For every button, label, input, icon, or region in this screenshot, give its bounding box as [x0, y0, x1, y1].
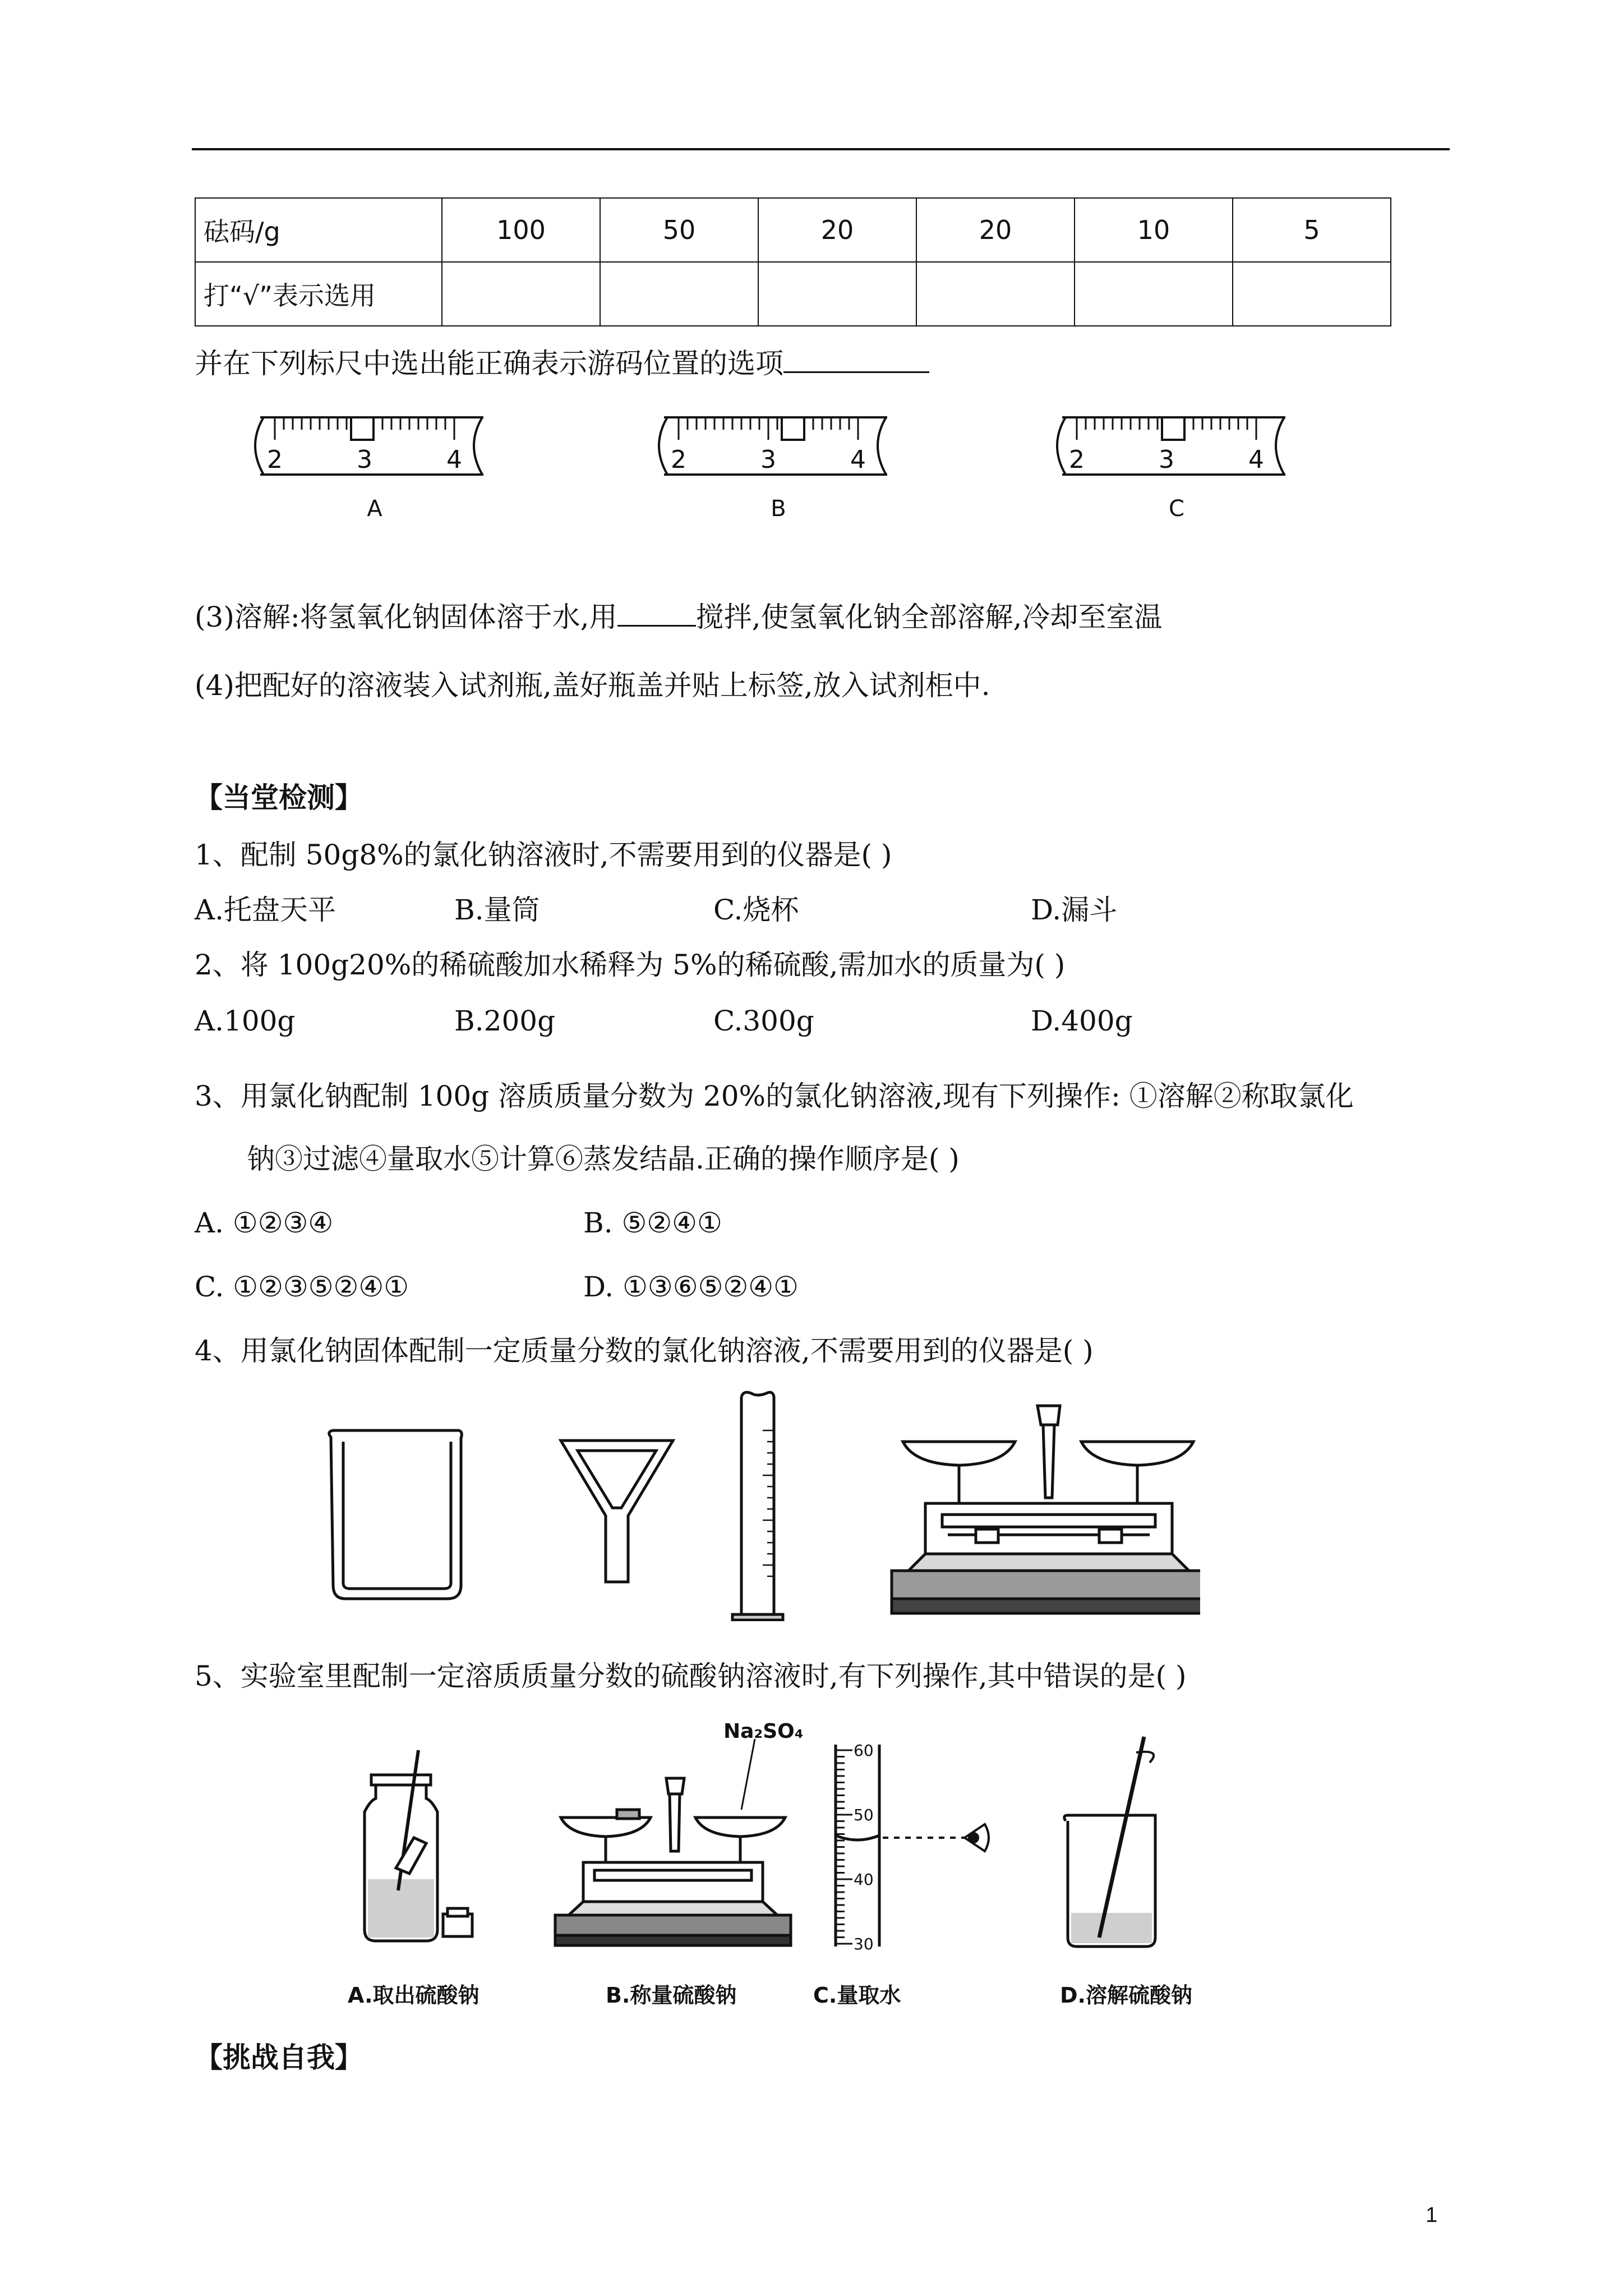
page-number: 1	[1426, 2203, 1438, 2227]
ruler-a	[255, 417, 483, 522]
step-4: (4)把配好的溶液装入试剂瓶,盖好瓶盖并贴上标签,放入试剂柜中.	[195, 669, 990, 702]
answer-cell[interactable]	[442, 262, 600, 326]
ruler-tick-label: 3	[760, 445, 776, 474]
cylinder-tick-label: 30	[854, 1935, 874, 1953]
step-3	[195, 600, 1162, 634]
ruler-tick-label: 2	[671, 445, 686, 474]
graduated-cylinder-icon	[732, 1392, 783, 1620]
question-3-line-2: 钠③过滤④量取水⑤计算⑥蒸发结晶.正确的操作顺序是( )	[247, 1143, 960, 1175]
caption-a: A.取出硫酸钠	[348, 1983, 479, 2008]
graduated-cylinder-icon	[836, 1745, 879, 1947]
balance-scale-icon	[892, 1406, 1200, 1613]
ruler-question-text: 并在下列标尺中选出能正确表示游码位置的选项	[195, 347, 783, 380]
cylinder-tick-label: 50	[854, 1806, 874, 1824]
q1-option-c[interactable]: C.烧杯	[713, 894, 799, 926]
ruler-tick-label: 4	[850, 445, 866, 474]
answer-cell[interactable]	[1233, 262, 1391, 326]
funnel-icon	[561, 1441, 673, 1582]
table-cell: 5	[1233, 198, 1391, 262]
answer-cell[interactable]	[916, 262, 1075, 326]
eye-icon	[883, 1824, 989, 1851]
balance-scale-icon	[555, 1739, 791, 1945]
section-heading-challenge: 【挑战自我】	[195, 2041, 363, 2074]
q2-option-d[interactable]: D.400g	[1031, 1005, 1133, 1037]
weights-table	[195, 197, 1391, 326]
q5-operations-figure	[314, 1705, 1256, 2008]
q1-option-b[interactable]: B.量筒	[454, 894, 540, 926]
ruler-tick-label: 3	[357, 445, 372, 474]
ruler-b	[659, 417, 887, 522]
question-5: 5、实验室里配制一定溶质质量分数的硫酸钠溶液时,有下列操作,其中错误的是( )	[195, 1660, 1187, 1692]
q2-option-b[interactable]: B.200g	[454, 1005, 556, 1037]
ruler-label: A	[367, 496, 382, 522]
beaker-icon	[329, 1430, 462, 1599]
ruler-tick-label: 4	[1248, 445, 1264, 474]
q3-option-d[interactable]: D. ①③⑥⑤②④①	[583, 1271, 799, 1303]
cylinder-tick-label: 60	[854, 1741, 874, 1760]
ruler-tick-label: 3	[1159, 445, 1174, 474]
header-rule	[192, 148, 1450, 150]
q2-option-a[interactable]: A.100g	[195, 1005, 296, 1037]
table-cell: 10	[1075, 198, 1233, 262]
caption-c: C.量取水	[813, 1983, 901, 2008]
ruler-c	[1057, 417, 1285, 522]
step-3-before: (3)溶解:将氢氧化钠固体溶于水,用	[195, 601, 617, 633]
q3-option-c[interactable]: C. ①②③⑤②④①	[195, 1271, 409, 1303]
beaker-stirring-icon	[1064, 1737, 1155, 1947]
question-1: 1、配制 50g8%的氯化钠溶液时,不需要用到的仪器是( )	[195, 839, 892, 871]
q3-option-a[interactable]: A. ①②③④	[195, 1207, 334, 1239]
table-row	[195, 262, 1391, 326]
answer-cell[interactable]	[1075, 262, 1233, 326]
q1-option-d[interactable]: D.漏斗	[1031, 894, 1118, 926]
ruler-tick-label: 4	[446, 445, 462, 474]
q4-instruments-figure	[314, 1386, 1200, 1621]
table-cell: 打“√”表示选用	[195, 262, 442, 326]
table-row	[195, 198, 1391, 262]
table-cell: 50	[600, 198, 758, 262]
reagent-bottle-icon	[365, 1750, 472, 1941]
answer-blank[interactable]	[617, 625, 696, 627]
ruler-tick-label: 2	[1069, 445, 1085, 474]
question-3-line-1: 3、用氯化钠配制 100g 溶质质量分数为 20%的氯化钠溶液,现有下列操作: ①溶解②称取氯化	[195, 1080, 1354, 1112]
table-cell: 砝码/g	[195, 198, 442, 262]
caption-d: D.溶解硫酸钠	[1060, 1983, 1192, 2008]
cylinder-tick-label: 40	[854, 1870, 874, 1889]
caption-b: B.称量硫酸钠	[606, 1983, 737, 2008]
rulers-figure	[236, 409, 1357, 522]
ruler-tick-label: 2	[267, 445, 283, 474]
answer-cell[interactable]	[758, 262, 916, 326]
question-2: 2、将 100g20%的稀硫酸加水稀释为 5%的稀硫酸,需加水的质量为( )	[195, 949, 1066, 981]
ruler-question	[195, 347, 929, 380]
question-4: 4、用氯化钠固体配制一定质量分数的氯化钠溶液,不需要用到的仪器是( )	[195, 1335, 1094, 1367]
cylinder-scale	[836, 1741, 874, 1953]
table-cell: 100	[442, 198, 600, 262]
ruler-label: C	[1169, 496, 1184, 522]
reagent-formula: Na₂SO₄	[723, 1720, 804, 1743]
section-heading-check: 【当堂检测】	[195, 781, 363, 814]
answer-blank[interactable]	[783, 371, 929, 373]
q2-option-c[interactable]: C.300g	[713, 1005, 814, 1037]
step-3-after: 搅拌,使氢氧化钠全部溶解,冷却至室温	[695, 601, 1163, 633]
q1-option-a[interactable]: A.托盘天平	[195, 894, 336, 926]
table-cell: 20	[916, 198, 1075, 262]
ruler-label: B	[771, 496, 786, 522]
table-cell: 20	[758, 198, 916, 262]
q3-option-b[interactable]: B. ⑤②④①	[583, 1207, 722, 1239]
answer-cell[interactable]	[600, 262, 758, 326]
